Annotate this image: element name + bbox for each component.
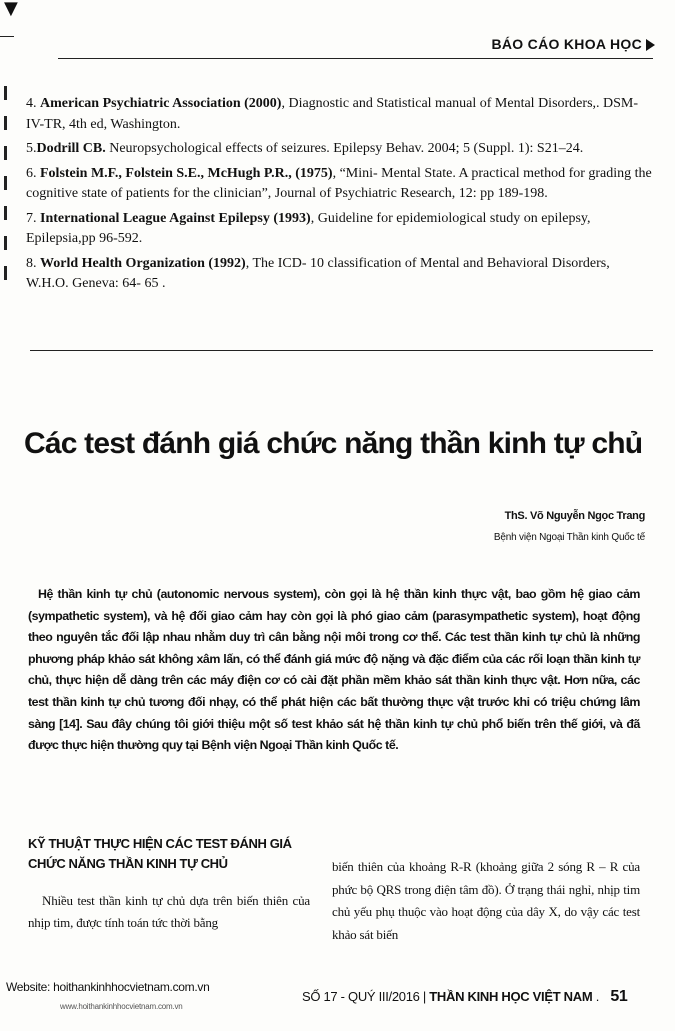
- reference-item: 5.Dodrill CB. Neuropsychological effects of seizures. Epilepsy Behav. 2004; 5 (Suppl. 1): S21–24.: [26, 141, 584, 156]
- author-name: ThS. Võ Nguyễn Ngọc Trang: [504, 510, 645, 522]
- footer-website-faded: www.hoithankinhhocvietnam.com.vn: [60, 1002, 183, 1011]
- crop-dash-mark: [0, 36, 14, 37]
- arrow-icon: [646, 39, 655, 51]
- footer-website[interactable]: Website: hoithankinhhocvietnam.com.vn: [6, 980, 210, 994]
- intro-text: Hệ thần kinh tự chủ (autonomic nervous system), còn gọi là hệ thần kinh thực vật, bao gồm hệ giao cảm (sympathetic system), và hệ đối giao cảm hay còn gọi là phó giao cảm (parasympathetic system), hoạt động theo nguyên tắc đối lập nhau nhằm duy trì cân bằng nội môi trong cơ thể. Các test thần kinh tự chủ là những phương pháp khảo sát không xâm lấn, có thể đánh giá mức độ nặng và đặc điểm của các rối loạn thần kinh tự chủ, thực hiện dễ dàng trên các máy điện cơ có cài đặt phần mềm khảo sát thần kinh thực vật. Hơn nữa, các test thần kinh tự chủ tương đối nhạy, có thể phát hiện các bất thường thực vật trước khi có triệu chứng lâm sàng [14]. Sau đây chúng tôi giới thiệu một số test khảo sát hệ thần kinh tự chủ phổ biến trên thế giới, và đã được thực hiện thường quy tại Bệnh viện Ngoại Thần kinh Quốc tế.: [28, 587, 640, 753]
- section-divider: [30, 350, 653, 351]
- page-separator: .: [595, 989, 600, 1004]
- section-label: [491, 36, 655, 52]
- reference-list: [26, 94, 653, 299]
- reference-item: 8. World Health Organization (1992), The ICD- 10 classification of Mental and Behavioral Disorders, W.H.O. Geneva: 64- 65 .: [26, 255, 610, 291]
- section-subheading: KỸ THUẬT THỰC HIỆN CÁC TEST ĐÁNH GIÁ CHỨC NĂNG THẦN KINH TỰ CHỦ: [28, 836, 292, 871]
- section-label-text: BÁO CÁO KHOA HỌC: [491, 36, 642, 52]
- footer-separator: |: [422, 989, 426, 1004]
- reference-item: 7. International League Against Epilepsy (1993), Guideline for epidemiological study on epilepsy, Epilepsia,pp 96-592.: [26, 210, 591, 246]
- binding-edge-marks: [2, 86, 12, 296]
- intro-paragraph: [28, 584, 640, 757]
- reference-item: 6. Folstein M.F., Folstein S.E., McHugh P.R., (1975), “Mini- Mental State. A practical method for grading the cognitive state of patients for the clinician”, Journal of Psychiatric Research, 12: pp 189-198.: [26, 165, 652, 201]
- corner-triangle-mark: ▼: [4, 0, 18, 19]
- author-affiliation: Bệnh viện Ngoại Thần kinh Quốc tế: [493, 532, 645, 543]
- footer-issue-info: [302, 988, 628, 1006]
- issue-number: SỐ 17 - QUÝ III/2016: [302, 989, 420, 1004]
- page-number: 51: [610, 988, 628, 1005]
- magazine-name: THẦN KINH HỌC VIỆT NAM: [429, 989, 593, 1004]
- reference-item: 4. American Psychiatric Association (2000), Diagnostic and Statistical manual of Mental Disorders,. DSM- IV-TR, 4th ed, Washington.: [26, 96, 639, 132]
- header-rule: [58, 58, 653, 59]
- body-column-right: biến thiên của khoảng R-R (khoảng giữa 2 sóng R – R của phức bộ QRS trong điện tâm đồ). Ở trạng thái nghỉ, nhịp tim chủ yếu phụ thuộc vào hoạt động của dây X, do vậy các test khảo sát biến: [332, 859, 640, 942]
- article-title: Các test đánh giá chức năng thần kinh tự chủ: [24, 427, 643, 460]
- body-text-left: Nhiều test thần kinh tự chủ dựa trên biến thiên của nhịp tim, được tính toán tức thời bằng: [28, 893, 310, 930]
- body-column-left: [28, 890, 310, 934]
